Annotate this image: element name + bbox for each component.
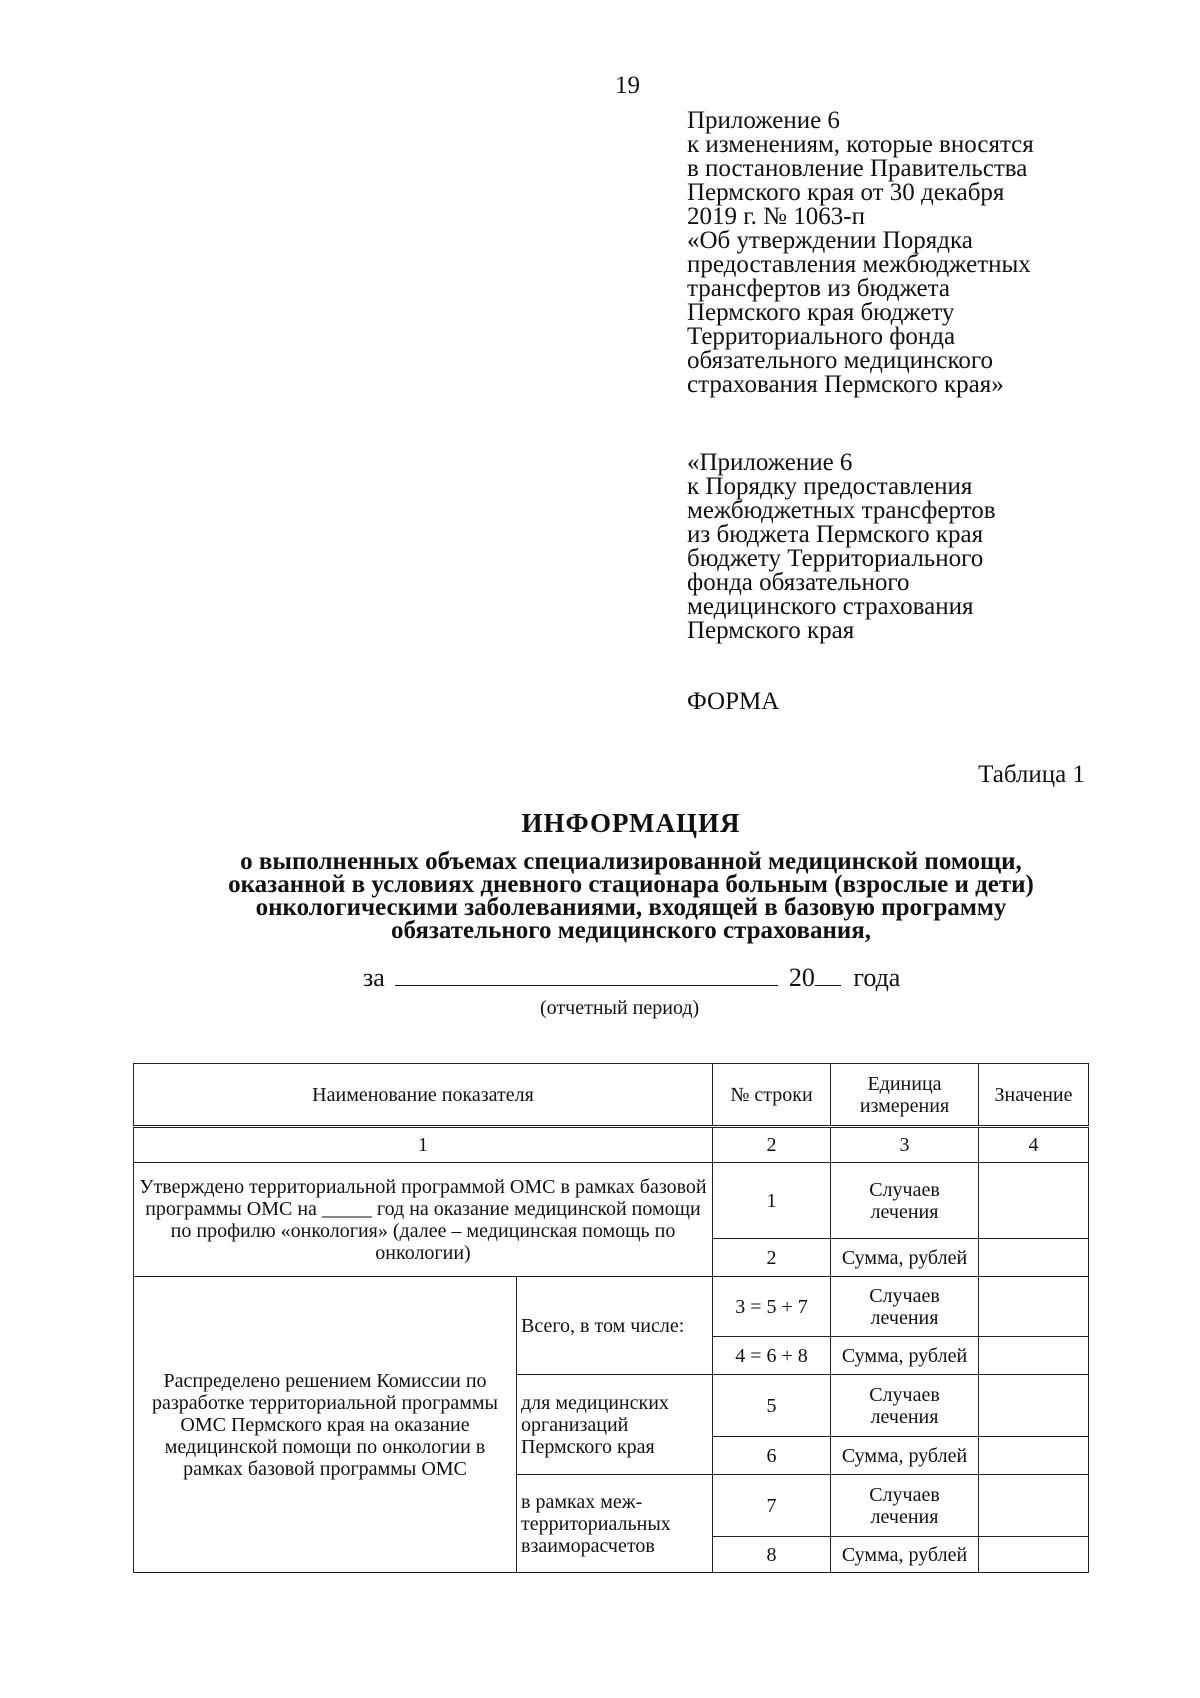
value-cell[interactable] (979, 1475, 1089, 1537)
unit-cell: Случаев лечения (831, 1375, 979, 1437)
appendix-line: бюджету Территориального (687, 545, 984, 572)
column-numbers-row (134, 1127, 1089, 1163)
row-number: 5 (713, 1375, 831, 1437)
appendix-line: фонда обязательного (687, 569, 910, 596)
distributed-label: Распределено решением Комиссии по разработке территориальной программы ОМС Пермского края на оказание медицинской помощи по онкологии в рамках базовой программы ОМС (134, 1277, 517, 1573)
column-number: 2 (713, 1127, 831, 1163)
table-row (134, 1163, 1089, 1239)
approved-label: Утверждено территориальной программой ОМС в рамках базовой программы ОМС на _____ год на оказание медицинской помощи по профилю «онкология» (далее – медицинская помощь по онкологии) (134, 1163, 713, 1277)
period-suffix: года (853, 963, 901, 992)
appendix-line: «Об утверждении Порядка (687, 227, 973, 254)
column-number: 3 (831, 1127, 979, 1163)
document-title: ИНФОРМАЦИЯ (521, 808, 741, 838)
unit-cell: Случаев лечения (831, 1163, 979, 1239)
appendix-line: из бюджета Пермского края (687, 521, 984, 548)
row-number: 6 (713, 1437, 831, 1475)
group-label: в рамках меж-территориальных взаиморасчетов (517, 1475, 713, 1573)
unit-cell: Сумма, рублей (831, 1239, 979, 1277)
appendix-line: 2019 г. № 1063-п (687, 203, 865, 230)
period-year-prefix: 20 (788, 963, 815, 992)
value-cell[interactable] (979, 1337, 1089, 1375)
column-number: 1 (134, 1127, 713, 1163)
subtitle-line: обязательного медицинского страхования, (390, 917, 872, 944)
subtitle-line: оказанной в условиях дневного стационара больным (взрослые и дети) (228, 871, 1034, 898)
appendix-header-amendments (687, 109, 1107, 397)
table-header-row (134, 1064, 1089, 1127)
period-prefix: за (363, 963, 385, 992)
row-number: 7 (713, 1475, 831, 1537)
subtitle-line: онкологическими заболеваниями, входящей в базовую программу (255, 894, 1007, 921)
table-label: Таблица 1 (978, 761, 1085, 788)
table-row (134, 1277, 1089, 1337)
period-blank-field[interactable] (395, 963, 778, 986)
appendix-line: страхования Пермского края» (687, 371, 1004, 398)
group-label: Всего, в том числе: (517, 1277, 713, 1375)
document-subtitle (0, 850, 1200, 942)
appendix-line: межбюджетных трансфертов (687, 497, 996, 524)
year-blank-field[interactable] (815, 963, 841, 986)
info-table (133, 1063, 1089, 1573)
value-cell[interactable] (979, 1239, 1089, 1277)
column-number: 4 (979, 1127, 1089, 1163)
page-number: 19 (615, 72, 640, 99)
appendix-line: в постановление Правительства (687, 155, 1028, 182)
unit-cell: Случаев лечения (831, 1277, 979, 1337)
appendix-line: Пермского края от 30 декабря (687, 179, 1005, 206)
appendix-line: к изменениям, которые вносятся (687, 131, 1034, 158)
appendix-line: Пермского края бюджету (687, 299, 955, 326)
header-unit: Единица измерения (831, 1064, 979, 1127)
appendix-line: Приложение 6 (687, 107, 840, 134)
unit-cell: Сумма, рублей (831, 1337, 979, 1375)
unit-cell: Сумма, рублей (831, 1437, 979, 1475)
period-caption: (отчетный период) (540, 997, 700, 1019)
header-name: Наименование показателя (134, 1064, 713, 1127)
row-number: 4 = 6 + 8 (713, 1337, 831, 1375)
appendix-line: Пермского края (687, 617, 855, 644)
subtitle-line: о выполненных объемах специализированной медицинской помощи, (240, 848, 1022, 875)
value-cell[interactable] (979, 1375, 1089, 1437)
reporting-period-line (363, 963, 900, 993)
form-label: ФОРМА (687, 688, 780, 715)
row-number: 2 (713, 1239, 831, 1277)
appendix-line: Территориального фонда (687, 323, 956, 350)
value-cell[interactable] (979, 1537, 1089, 1573)
appendix-line: к Порядку предоставления (687, 473, 973, 500)
appendix-header-procedure (687, 451, 1107, 643)
appendix-line: предоставления межбюджетных (687, 251, 1031, 278)
unit-cell: Сумма, рублей (831, 1537, 979, 1573)
row-number: 1 (713, 1163, 831, 1239)
appendix-line: обязательного медицинского (687, 347, 994, 374)
value-cell[interactable] (979, 1437, 1089, 1475)
value-cell[interactable] (979, 1163, 1089, 1239)
header-row-no: № строки (713, 1064, 831, 1127)
unit-cell: Случаев лечения (831, 1475, 979, 1537)
row-number: 8 (713, 1537, 831, 1573)
value-cell[interactable] (979, 1277, 1089, 1337)
header-value: Значение (979, 1064, 1089, 1127)
appendix-line: трансфертов из бюджета (687, 275, 950, 302)
appendix-line: медицинского страхования (687, 593, 974, 620)
row-number: 3 = 5 + 7 (713, 1277, 831, 1337)
group-label: для медицинских организаций Пермского края (517, 1375, 713, 1475)
appendix-line: «Приложение 6 (687, 449, 853, 476)
